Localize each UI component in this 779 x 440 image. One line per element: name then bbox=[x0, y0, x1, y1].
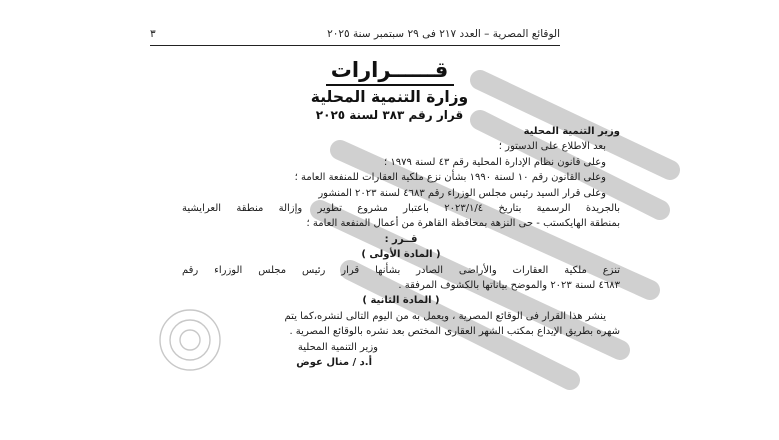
running-title: الوقائع المصرية – العدد ٢١٧ فى ٢٩ سبتمبر سنة ٢٠٢٥ bbox=[327, 28, 560, 40]
preamble-line: بالجريدة الرسمية بتاريخ ٢٠٢٣/١/٤ باعتبار مشروع تطوير وإزالة منطقة العرايشية bbox=[182, 203, 620, 215]
minister-heading: وزير التنمية المحلية bbox=[523, 126, 620, 137]
preamble-line: بمنطقة الهايكستب - حى النزهة بمحافظة القاهرة من أعمال المنفعة العامة ؛ bbox=[306, 218, 620, 230]
preamble-line: وعلى القانون رقم ١٠ لسنة ١٩٩٠ بشأن نزع ملكية العقارات للمنفعة العامة ؛ bbox=[294, 172, 606, 184]
signature-name: أ.د / منال عوض bbox=[296, 357, 372, 369]
decree-number: قرار رقم ٣٨٣ لسنة ٢٠٢٥ bbox=[315, 108, 464, 122]
article2-line: شهره بطريق الإيداع بمكتب الشهر العقارى المختص بعد نشره بالوقائع المصرية . bbox=[289, 326, 620, 338]
article1-line: تنزع ملكية العقارات والأراضى الصادر بشأنها قرار رئيس مجلس الوزراء رقم bbox=[182, 264, 620, 276]
article2-heading: ( المادة الثانية ) bbox=[362, 295, 440, 307]
section-title: قــــــرارات bbox=[330, 58, 449, 82]
decree-body bbox=[182, 124, 620, 371]
ministry-heading: وزارة التنمية المحلية bbox=[310, 88, 469, 106]
header-rule bbox=[150, 45, 560, 46]
page-number: ٣ bbox=[150, 28, 156, 40]
preamble-line: بعد الاطلاع على الدستور ؛ bbox=[498, 141, 606, 153]
preamble-line: وعلى قانون نظام الإدارة المحلية رقم ٤٣ لسنة ١٩٧٩ ؛ bbox=[384, 156, 606, 168]
running-header bbox=[150, 28, 560, 44]
preamble-line: وعلى قرار السيد رئيس مجلس الوزراء رقم ٤٦٨٣ لسنة ٢٠٢٣ المنشور bbox=[318, 187, 606, 199]
decided-heading: قــرر : bbox=[384, 233, 418, 245]
article1-heading: ( المادة الأولى ) bbox=[361, 249, 441, 261]
article1-line: ٤٦٨٣ لسنة ٢٠٢٣ والموضح بياناتها بالكشوف المرفقة . bbox=[398, 280, 620, 292]
article2-line: ينشر هذا القرار فى الوقائع المصرية ، ويعمل به من اليوم التالى لنشره،كما يتم bbox=[284, 310, 606, 322]
title-underline bbox=[326, 84, 454, 86]
signature-title: وزير التنمية المحلية bbox=[297, 341, 378, 353]
